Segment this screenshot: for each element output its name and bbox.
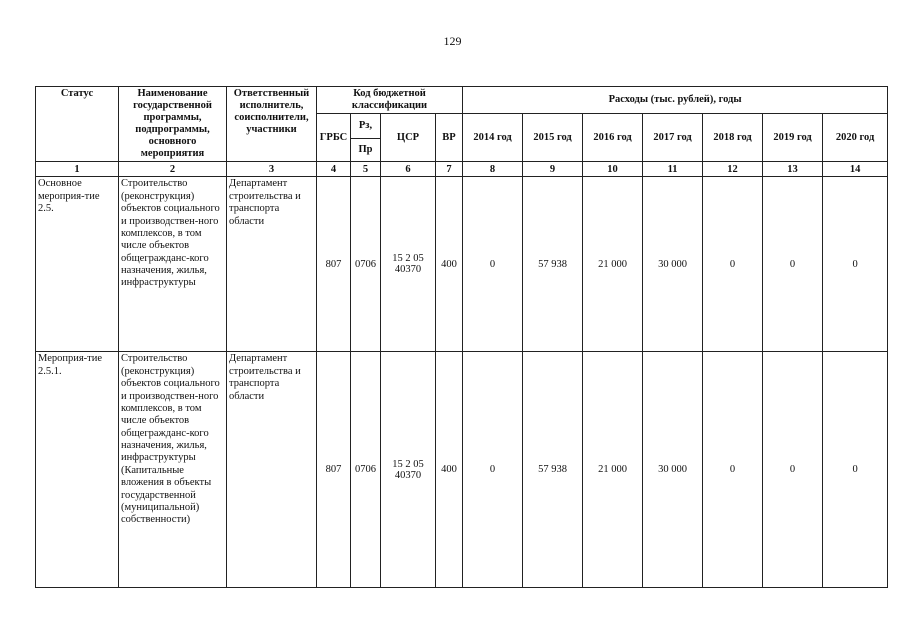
header-status: Статус bbox=[36, 87, 119, 162]
rzpr-cell: 0706 bbox=[351, 177, 381, 352]
column-numbers-row bbox=[36, 162, 888, 177]
value-2015-cell: 57 938 bbox=[523, 177, 583, 352]
table-row bbox=[36, 177, 888, 352]
value-2017-cell: 30 000 bbox=[643, 352, 703, 588]
value-2018-cell: 0 bbox=[703, 177, 763, 352]
csr-cell: 15 2 05 40370 bbox=[381, 352, 436, 588]
column-number: 8 bbox=[463, 162, 523, 177]
status-cell: Основное мероприя-тие 2.5. bbox=[36, 177, 119, 352]
value-2016-cell: 21 000 bbox=[583, 177, 643, 352]
column-number: 7 bbox=[436, 162, 463, 177]
column-number: 11 bbox=[643, 162, 703, 177]
header-year-2014: 2014 год bbox=[463, 114, 523, 162]
value-2020-cell: 0 bbox=[823, 352, 888, 588]
header-year-2017: 2017 год bbox=[643, 114, 703, 162]
column-number: 5 bbox=[351, 162, 381, 177]
value-2017-cell: 30 000 bbox=[643, 177, 703, 352]
header-budget-code: Код бюджетной классификации bbox=[317, 87, 463, 114]
column-number: 2 bbox=[119, 162, 227, 177]
value-2019-cell: 0 bbox=[763, 352, 823, 588]
table-row bbox=[36, 352, 888, 588]
status-cell: Мероприя-тие 2.5.1. bbox=[36, 352, 119, 588]
name-cell: Строительство (реконструкция) объектов социального и производствен-ного комплексов, в том числе объектов общегражданс-кого назначения, жилья, инфраструктуры bbox=[119, 177, 227, 352]
header-csr: ЦСР bbox=[381, 114, 436, 162]
value-2015-cell: 57 938 bbox=[523, 352, 583, 588]
header-year-2016: 2016 год bbox=[583, 114, 643, 162]
header-year-2019: 2019 год bbox=[763, 114, 823, 162]
value-2016-cell: 21 000 bbox=[583, 352, 643, 588]
header-vr: ВР bbox=[436, 114, 463, 162]
page-number: 129 bbox=[443, 34, 462, 48]
csr-cell: 15 2 05 40370 bbox=[381, 177, 436, 352]
name-cell: Строительство (реконструкция) объектов социального и производствен-ного комплексов, в том числе объектов общегражданс-кого назначения, жилья, инфраструктуры (Капитальные вложения в объекты государственной (муниципальной) собственности) bbox=[119, 352, 227, 588]
header-year-2020: 2020 год bbox=[823, 114, 888, 162]
value-2014-cell: 0 bbox=[463, 177, 523, 352]
grbs-cell: 807 bbox=[317, 352, 351, 588]
rzpr-cell: 0706 bbox=[351, 352, 381, 588]
header-expenses: Расходы (тыс. рублей), годы bbox=[463, 87, 888, 114]
column-number: 1 bbox=[36, 162, 119, 177]
value-2018-cell: 0 bbox=[703, 352, 763, 588]
grbs-cell: 807 bbox=[317, 177, 351, 352]
header-rz: Рз, bbox=[351, 114, 381, 139]
vr-cell: 400 bbox=[436, 177, 463, 352]
column-number: 12 bbox=[703, 162, 763, 177]
value-2019-cell: 0 bbox=[763, 177, 823, 352]
column-number: 6 bbox=[381, 162, 436, 177]
column-number: 13 bbox=[763, 162, 823, 177]
header-year-2018: 2018 год bbox=[703, 114, 763, 162]
column-number: 10 bbox=[583, 162, 643, 177]
header-year-2015: 2015 год bbox=[523, 114, 583, 162]
column-number: 3 bbox=[227, 162, 317, 177]
budget-table bbox=[35, 86, 888, 588]
header-pr: Пр bbox=[351, 139, 381, 162]
column-number: 9 bbox=[523, 162, 583, 177]
value-2020-cell: 0 bbox=[823, 177, 888, 352]
header-grbs: ГРБС bbox=[317, 114, 351, 162]
executor-cell: Департамент строительства и транспорта области bbox=[227, 177, 317, 352]
executor-cell: Департамент строительства и транспорта области bbox=[227, 352, 317, 588]
column-number: 14 bbox=[823, 162, 888, 177]
column-number: 4 bbox=[317, 162, 351, 177]
value-2014-cell: 0 bbox=[463, 352, 523, 588]
header-name: Наименование государственной программы, подпрограммы, основного мероприятия bbox=[119, 87, 227, 162]
header-executor: Ответственный исполнитель, соисполнители, участники bbox=[227, 87, 317, 162]
vr-cell: 400 bbox=[436, 352, 463, 588]
